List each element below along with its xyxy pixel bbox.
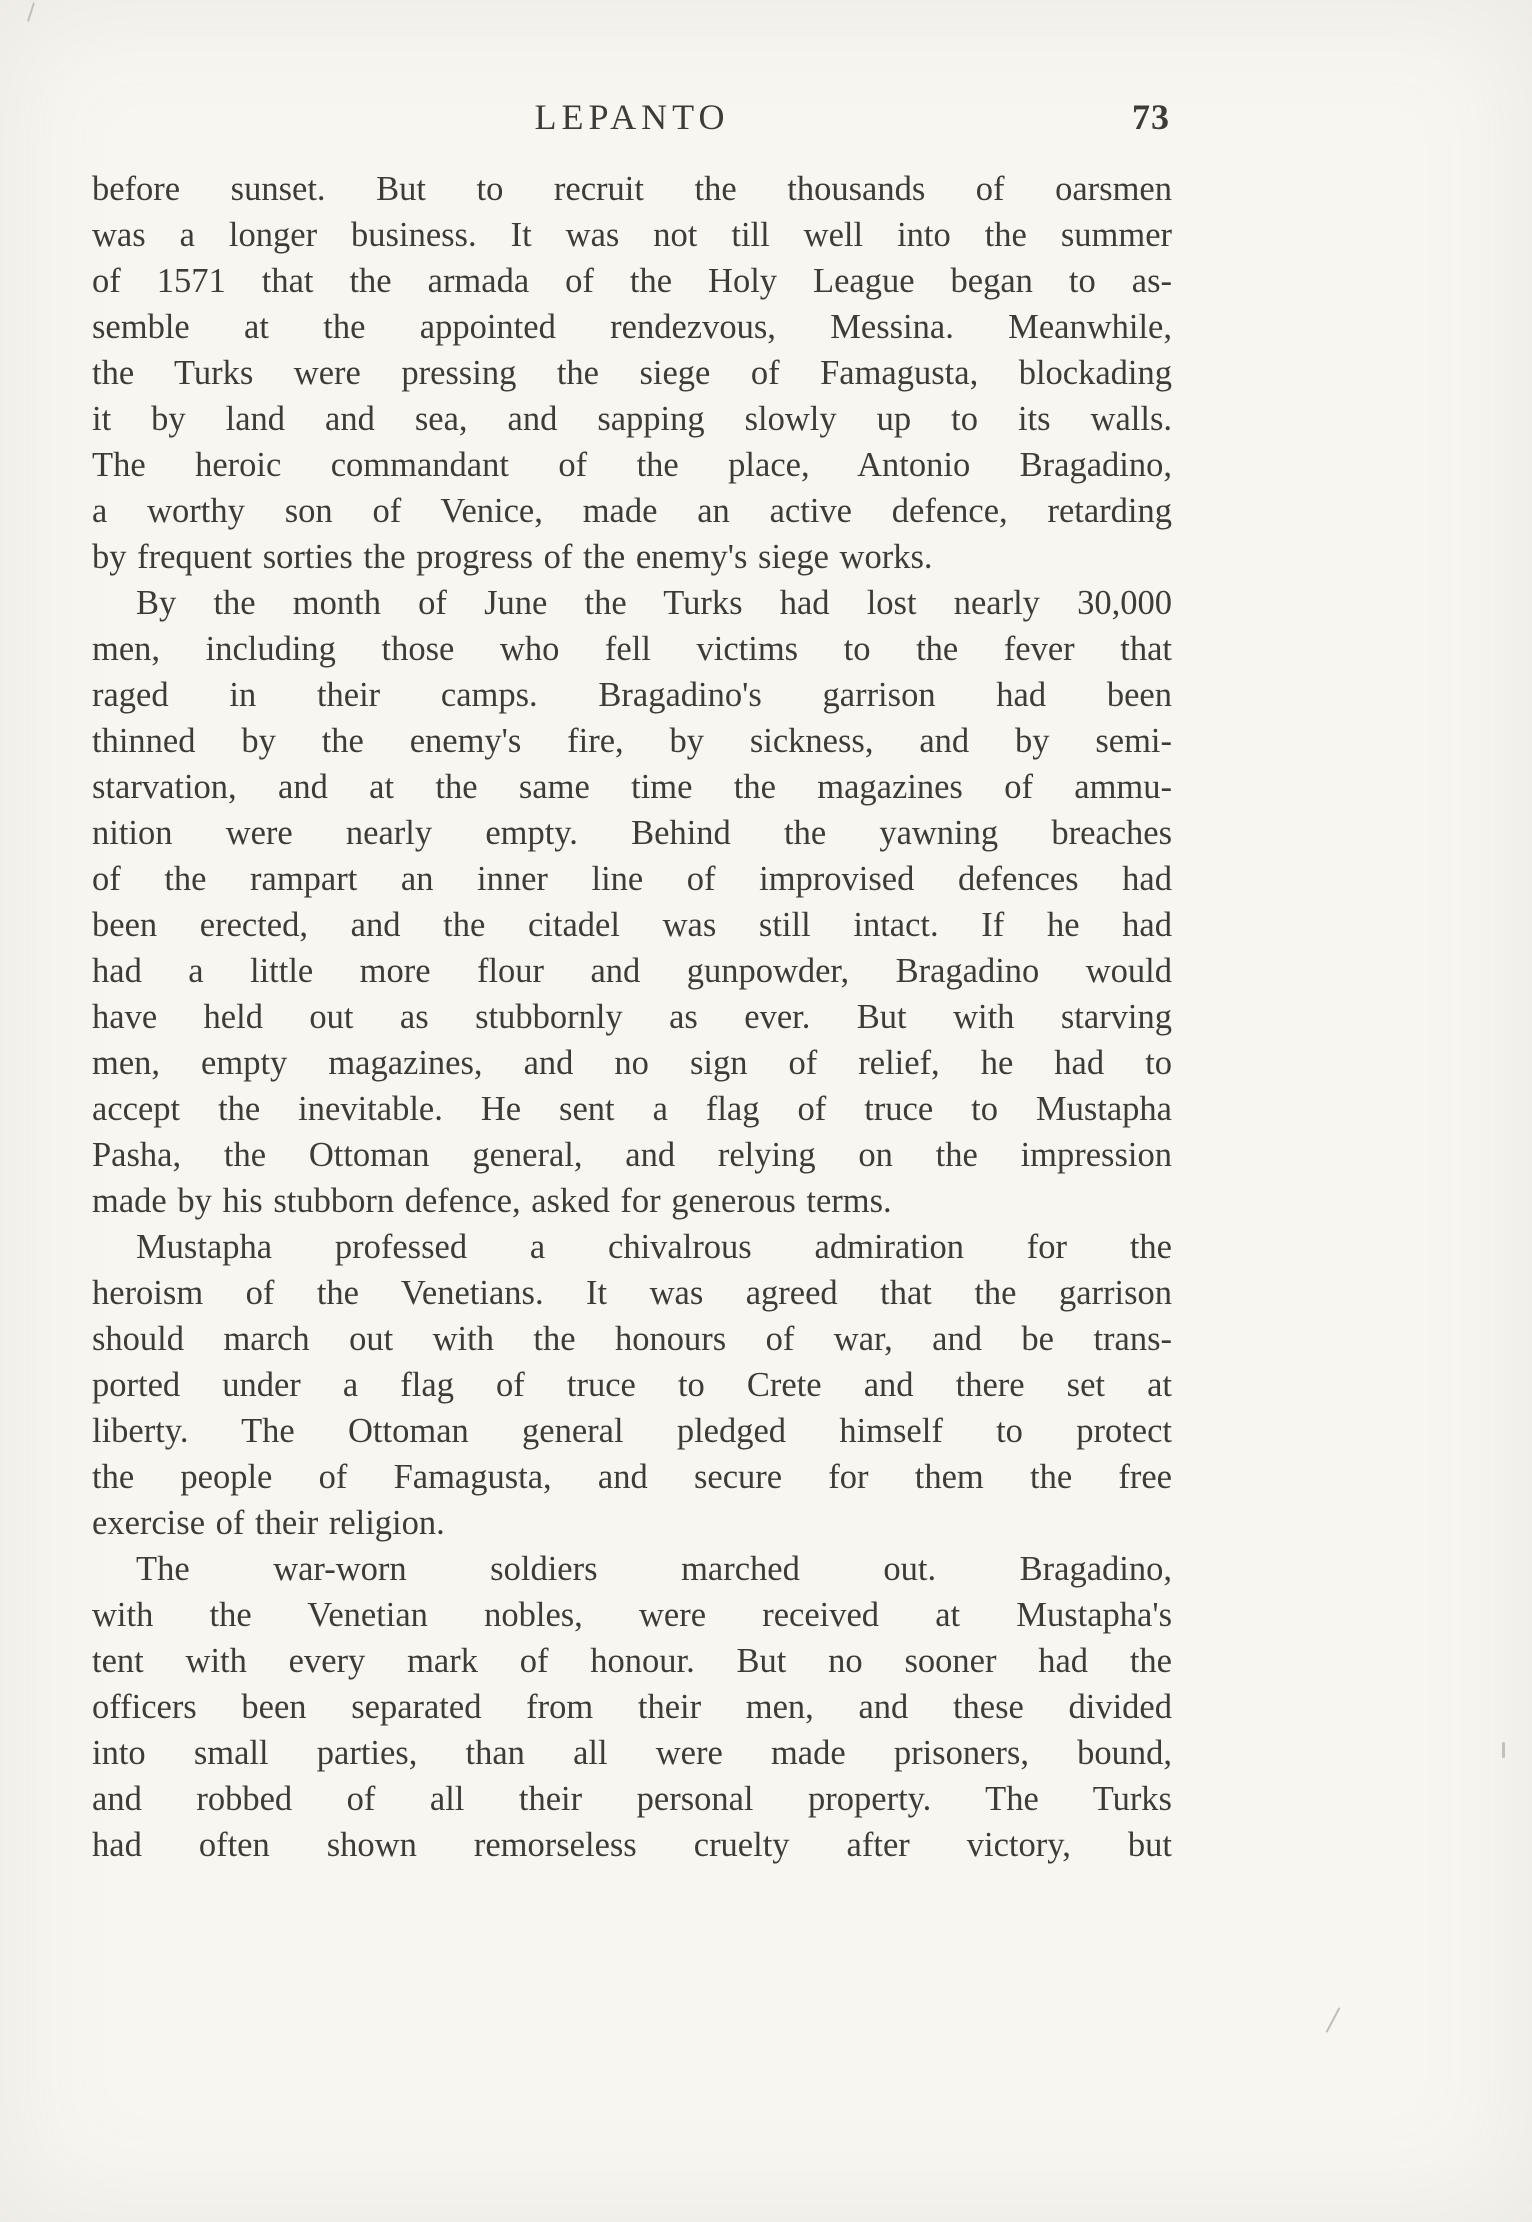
text-block: [92, 166, 1172, 1868]
text-line: should march out with the honours of war, and be trans-: [92, 1320, 1172, 1358]
paragraph: [92, 580, 1172, 1224]
text-line: been erected, and the citadel was still intact. If he had: [92, 906, 1172, 944]
text-line: nition were nearly empty. Behind the yawning breaches: [92, 814, 1172, 852]
text-line: the people of Famagusta, and secure for them the free: [92, 1458, 1172, 1496]
text-line: officers been separated from their men, and these divided: [92, 1688, 1172, 1726]
text-line: and robbed of all their personal property. The Turks: [92, 1780, 1172, 1818]
text-line: semble at the appointed rendezvous, Messina. Meanwhile,: [92, 308, 1172, 346]
paragraph: [92, 166, 1172, 580]
text-line: raged in their camps. Bragadino's garrison had been: [92, 676, 1172, 714]
page-header: [92, 96, 1172, 144]
text-line: By the month of June the Turks had lost nearly 30,000: [136, 584, 1172, 622]
text-line: tent with every mark of honour. But no sooner had the: [92, 1642, 1172, 1680]
text-line: Mustapha professed a chivalrous admiration for the: [136, 1228, 1172, 1266]
text-line: ported under a flag of truce to Crete and there set at: [92, 1366, 1172, 1404]
text-line: of 1571 that the armada of the Holy League began to as-: [92, 262, 1172, 300]
scan-artifact-right-edge: [1502, 1742, 1505, 1758]
text-line: had often shown remorseless cruelty after victory, but: [92, 1826, 1172, 1864]
text-line: with the Venetian nobles, were received at Mustapha's: [92, 1596, 1172, 1634]
text-line: had a little more flour and gunpowder, Bragadino would: [92, 952, 1172, 990]
text-line: of the rampart an inner line of improvised defences had: [92, 860, 1172, 898]
running-title: LEPANTO: [534, 97, 730, 137]
text-line: starvation, and at the same time the magazines of ammu-: [92, 768, 1172, 806]
scan-artifact-bottom-right: [1326, 2007, 1341, 2033]
page-number: 73: [1132, 97, 1170, 137]
text-line: into small parties, than all were made prisoners, bound,: [92, 1734, 1172, 1772]
text-line: exercise of their religion.: [92, 1504, 445, 1542]
text-line: heroism of the Venetians. It was agreed that the garrison: [92, 1274, 1172, 1312]
text-line: men, including those who fell victims to the fever that: [92, 630, 1172, 668]
text-line: made by his stubborn defence, asked for generous terms.: [92, 1182, 892, 1220]
text-line: was a longer business. It was not till well into the summer: [92, 216, 1172, 254]
text-line: liberty. The Ottoman general pledged himself to protect: [92, 1412, 1172, 1450]
text-line: The war-worn soldiers marched out. Bragadino,: [136, 1550, 1172, 1588]
paragraph: [92, 1224, 1172, 1546]
text-line: have held out as stubbornly as ever. But with starving: [92, 998, 1172, 1036]
text-line: before sunset. But to recruit the thousands of oarsmen: [92, 170, 1172, 208]
text-line: The heroic commandant of the place, Antonio Bragadino,: [92, 446, 1172, 484]
paragraph: [92, 1546, 1172, 1868]
text-line: men, empty magazines, and no sign of relief, he had to: [92, 1044, 1172, 1082]
text-line: thinned by the enemy's fire, by sickness, and by semi-: [92, 722, 1172, 760]
text-line: accept the inevitable. He sent a flag of truce to Mustapha: [92, 1090, 1172, 1128]
text-line: by frequent sorties the progress of the enemy's siege works.: [92, 538, 933, 576]
text-line: the Turks were pressing the siege of Famagusta, blockading: [92, 354, 1172, 392]
text-line: it by land and sea, and sapping slowly up to its walls.: [92, 400, 1172, 438]
text-line: a worthy son of Venice, made an active defence, retarding: [92, 492, 1172, 530]
text-line: Pasha, the Ottoman general, and relying on the impression: [92, 1136, 1172, 1174]
scan-artifact-top-left: [27, 2, 35, 22]
